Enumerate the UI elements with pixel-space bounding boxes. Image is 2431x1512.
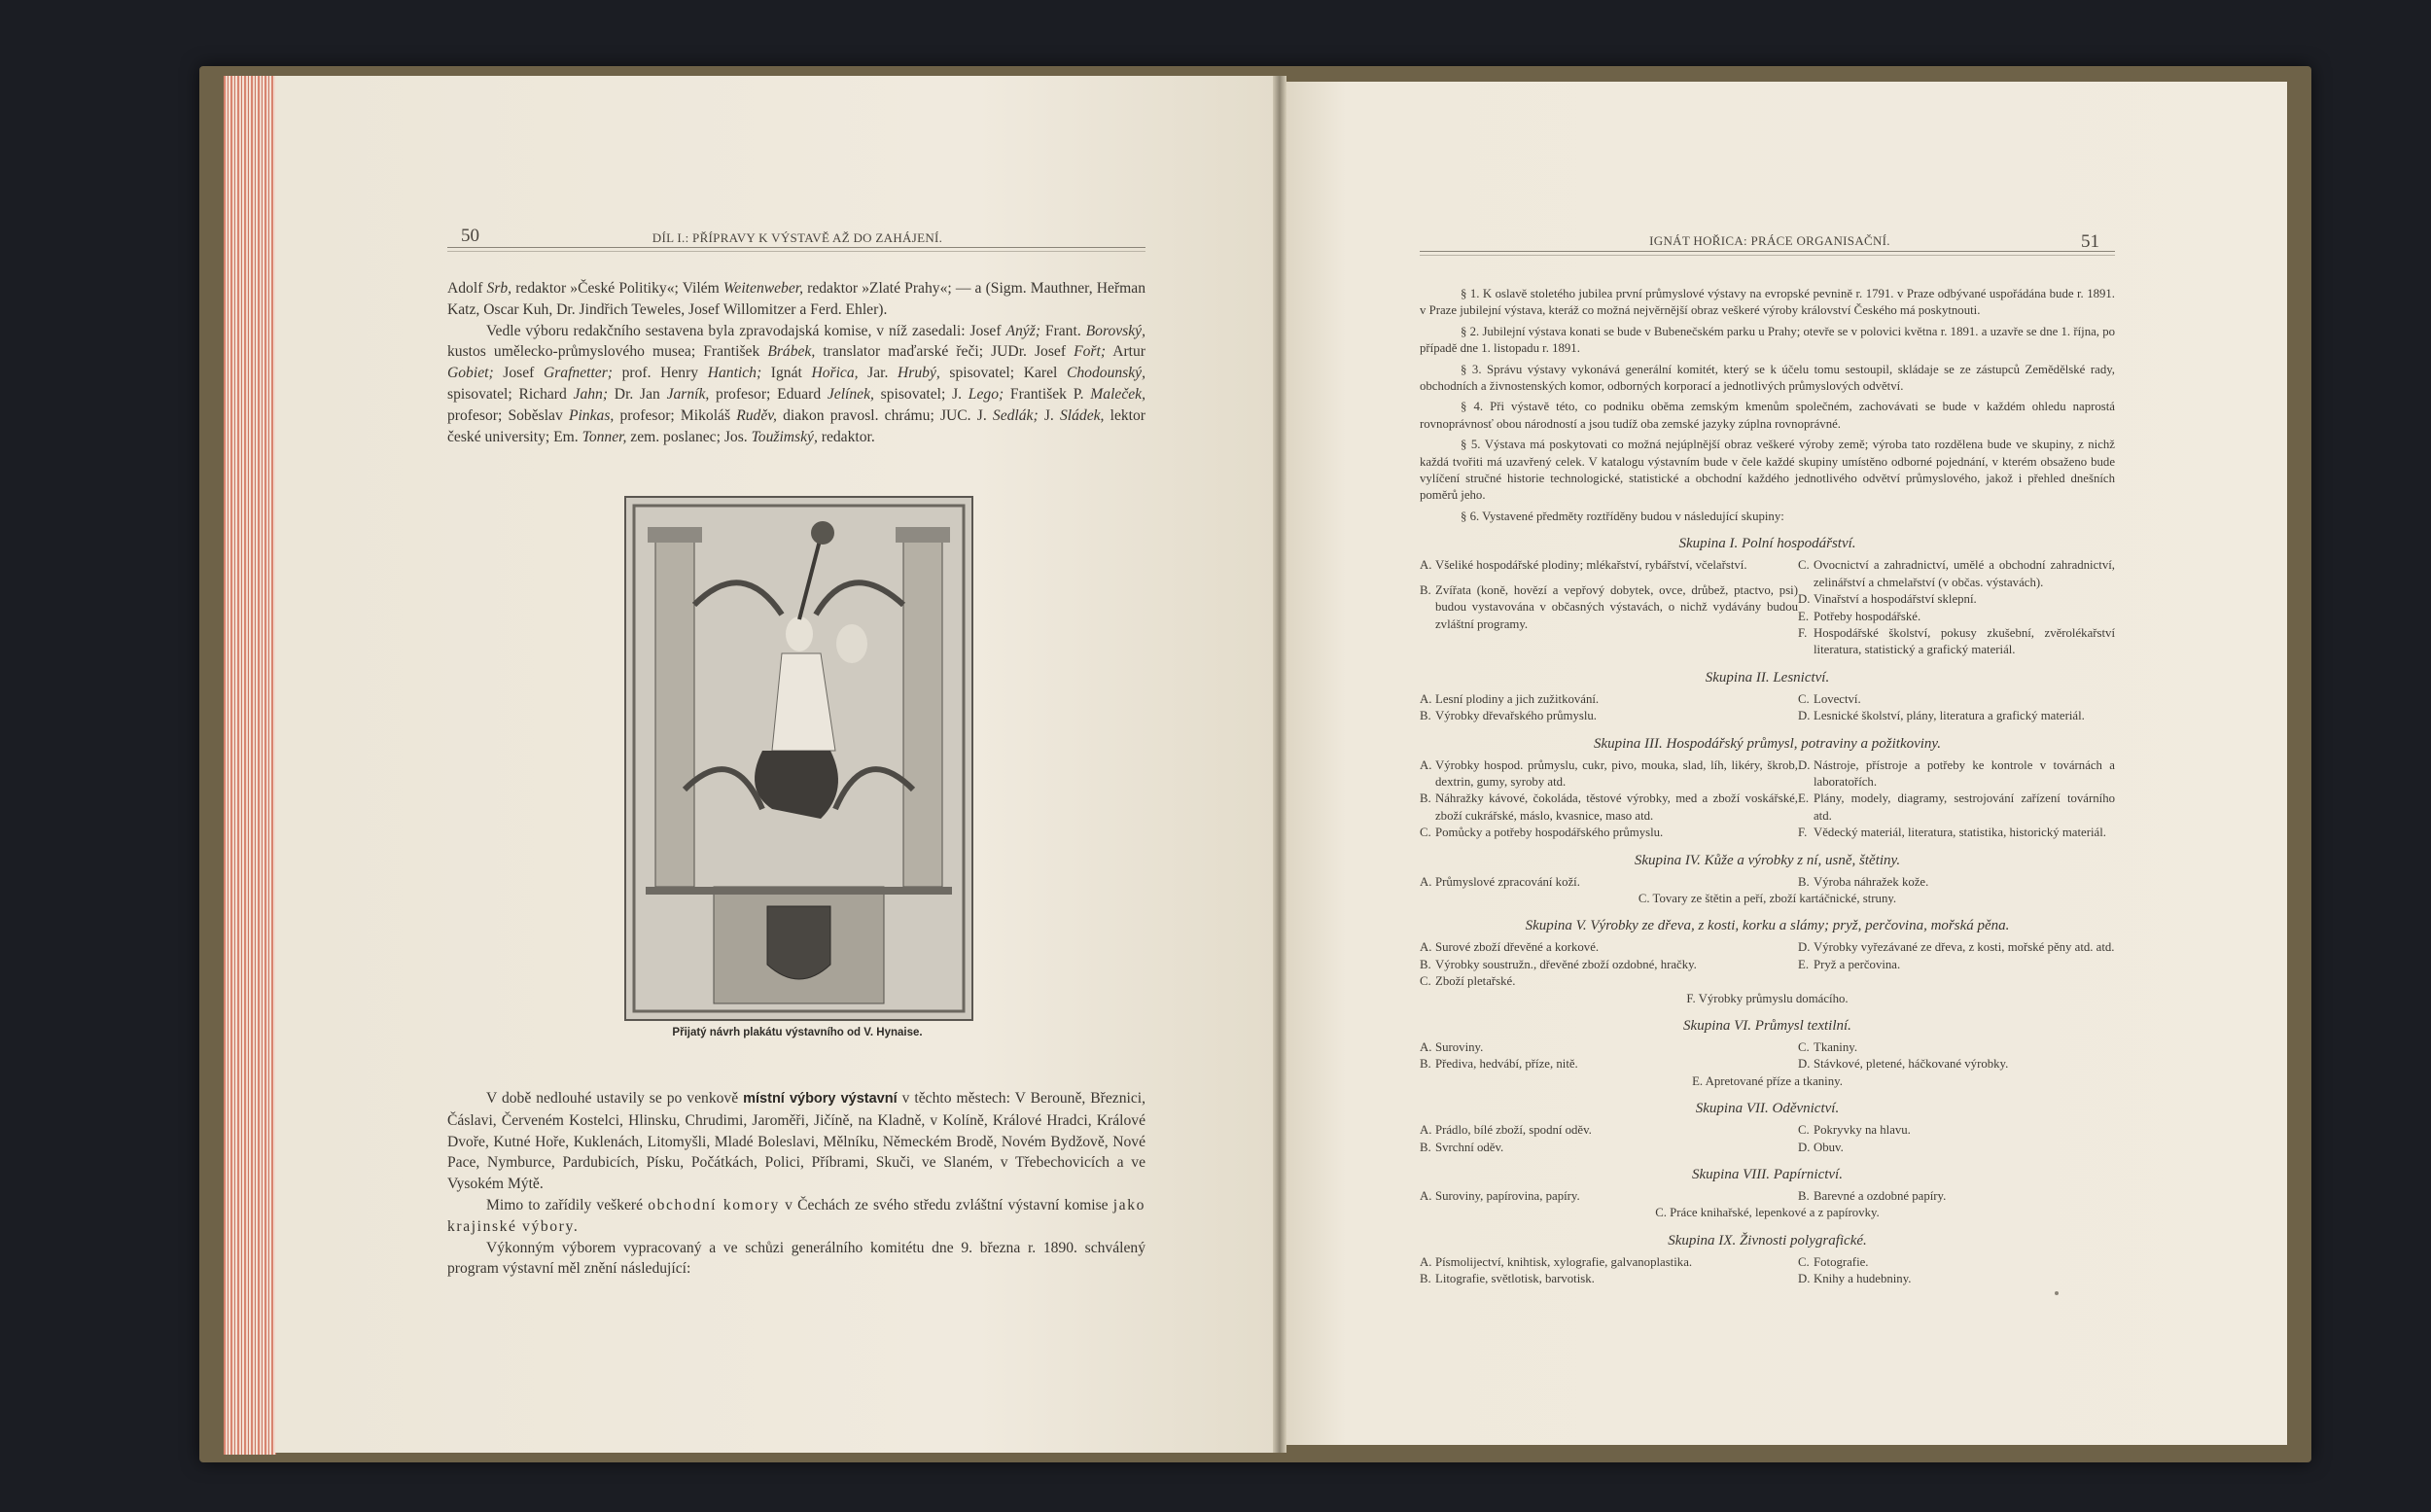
paragraph — [447, 321, 1145, 448]
italic-name: Brábek, — [767, 343, 816, 361]
item-text: Přediva, hedvábí, příze, nitě. — [1435, 1057, 1578, 1072]
item-letter: C. — [1798, 558, 1810, 573]
group-item — [1798, 1140, 2115, 1156]
left-text-top — [447, 278, 1145, 447]
italic-name: Toužimský, — [751, 428, 818, 445]
item-letter: C. — [1420, 974, 1431, 989]
group-item-centered: E. Apretované příze a tkaniny. — [1692, 1073, 1843, 1088]
item-letter: F. — [1798, 826, 1808, 840]
text-run: J. — [1038, 406, 1060, 424]
item-letter: B. — [1420, 791, 1431, 806]
item-text: Potřeby hospodářské. — [1814, 609, 1921, 623]
item-letter: A. — [1420, 558, 1432, 573]
item-text: Výrobky dřevařského průmyslu. — [1435, 709, 1597, 723]
item-text: Suroviny, papírovina, papíry. — [1435, 1189, 1580, 1204]
group-column-right — [1798, 1254, 2115, 1288]
text-run: lektor české university; Em. — [447, 406, 1145, 445]
group-item — [1798, 609, 2115, 625]
item-text: Plány, modely, diagramy, sestrojování zařízení továrního atd. — [1814, 791, 2115, 823]
group-title: Skupina IV. Kůže a výrobky z ní, usně, štětiny. — [1634, 852, 1901, 868]
group-columns — [1420, 874, 2115, 891]
item-letter: B. — [1420, 582, 1431, 597]
group-column-left — [1420, 1039, 1798, 1073]
group-item — [1420, 708, 1798, 724]
group-columns — [1420, 557, 2115, 658]
text-run: redaktor. — [817, 428, 875, 445]
section-paragraph: § 2. Jubilejní výstava konati se bude v Bubenečském parku u Prahy; otevře se v polovici května r. 1891. a uzavře se dne 1. října, po případě dne 1. listopadu r. 1891. — [1420, 324, 2115, 356]
item-text: Tkaniny. — [1814, 1040, 1858, 1054]
section-paragraph: § 3. Správu výstavy vykonává generální komitét, který se k účelu tomu sestoupil, skládaje se ze zástupců Zemědělské rady, obchodních a živnostenských komor, odborných korporací a jednotlivých průmyslových odvětví. — [1420, 362, 2115, 394]
group-item — [1420, 957, 1798, 973]
group-item — [1798, 939, 2115, 956]
item-letter: E. — [1798, 791, 1810, 806]
section-paragraph: § 1. K oslavě stoletého jubilea první průmyslové výstavy na evropské pevnině r. 1791. v Praze odbývané uspořádána bude r. 1891. v Praze jubilejní výstava, kteráž co možná nejvěrnější obraz veškeré výroby království Českého má poskytnouti. — [1420, 287, 2115, 318]
paragraph — [447, 1088, 1145, 1195]
group-item — [1420, 691, 1798, 708]
group-item — [1420, 1039, 1798, 1056]
italic-name: Weitenweber, — [722, 280, 804, 297]
item-letter: D. — [1798, 592, 1811, 607]
italic-name: Jelínek, — [827, 385, 874, 403]
italic-name: Maleček, — [1090, 385, 1145, 403]
text-run: profesor; Mikoláš — [614, 406, 737, 424]
item-letter: A. — [1420, 1254, 1432, 1269]
section-paragraph: § 5. Výstava má poskytovati co možná nejúplnější obraz veškeré výroby země; výroba tato rozdělena bude ve skupiny, z nichž každá tvořiti má uzavřený celek. V katalogu výstavním bude v čele každé skupiny umístěno odborné pojednání, v kterém obsaženo bude vylíčení stručné historie technologické, statistické a obchodní každého jednotlivého odvětví průmyslového, jakož i přehled dnešních poměrů jeho. — [1420, 438, 2115, 503]
group-item — [1798, 591, 2115, 608]
text-run: Adolf — [447, 280, 487, 297]
item-letter: E. — [1798, 957, 1810, 971]
right-text — [1420, 286, 2115, 1288]
group-columns — [1420, 1039, 2115, 1073]
group-item — [1798, 691, 2115, 708]
item-text: Náhražky kávové, čokoláda, těstové výrobky, med a zboží voskářské, zboží cukrářské, máslo, kvasnice, maso atd. — [1435, 791, 1798, 823]
item-letter: A. — [1420, 940, 1432, 955]
group-item — [1798, 957, 2115, 973]
text-run: Vedle výboru redakčního sestavena byla zpravodajská komise, v níž zasedali: Josef — [486, 322, 1006, 339]
group-item — [1798, 1122, 2115, 1139]
text-run: František P. — [1004, 385, 1091, 403]
italic-name: Pinkas, — [568, 406, 615, 424]
group-item — [1420, 939, 1798, 956]
item-letter: F. — [1798, 625, 1808, 640]
group-item — [1420, 1188, 1798, 1205]
item-text: Pokryvky na hlavu. — [1814, 1123, 1911, 1138]
item-text: Výrobky hospod. průmyslu, cukr, pivo, mouka, slad, líh, likéry, škrob, dextrin, gumy, syroby atd. — [1435, 757, 1798, 789]
item-letter: B. — [1420, 1140, 1431, 1154]
italic-name: Gobiet; — [447, 365, 494, 382]
group-column-right — [1798, 691, 2115, 725]
text-run: diakon pravosl. chrámu; JUC. J. — [776, 406, 993, 424]
group-columns — [1420, 1122, 2115, 1156]
group-item — [1420, 757, 1798, 791]
italic-name: Hořica, — [811, 365, 859, 382]
item-letter: D. — [1798, 757, 1811, 772]
group-columns — [1420, 691, 2115, 725]
group-item — [1798, 757, 2115, 791]
paragraph — [447, 1238, 1145, 1281]
italic-name: Chodounský, — [1066, 365, 1145, 382]
item-letter: A. — [1420, 874, 1432, 889]
item-text: Stávkové, pletené, háčkované výrobky. — [1814, 1057, 2009, 1072]
group — [1420, 668, 2115, 725]
group-item — [1798, 1271, 2115, 1287]
group-title: Skupina VI. Průmysl textilní. — [1683, 1018, 1851, 1034]
item-text: Hospodářské školství, pokusy zkušební, zvěrolékařství literatura, statistický a grafický materiál. — [1814, 625, 2115, 657]
group-item — [1420, 1122, 1798, 1139]
spaced-term: obchodní komory — [648, 1196, 780, 1213]
group-title: Skupina III. Hospodářský průmysl, potraviny a požitkoviny. — [1593, 735, 1942, 752]
item-letter: D. — [1798, 940, 1811, 955]
group-item-centered: C. Tovary ze štětin a peří, zboží kartáčnické, struny. — [1638, 891, 1897, 905]
item-letter: C. — [1798, 1040, 1810, 1054]
item-letter: B. — [1420, 709, 1431, 723]
text-run: spisovatel; Karel — [939, 365, 1067, 382]
item-letter: C. — [1798, 691, 1810, 706]
group-title: Skupina IX. Živnosti polygrafické. — [1668, 1232, 1867, 1248]
item-text: Zvířata (koně, hovězí a vepřový dobytek, ovce, drůbež, ptactvo, psi) budou vystavována v občasných výstavách, o nichž vydávány budou zvláštní programy. — [1435, 582, 1798, 631]
group-item — [1798, 825, 2115, 841]
group-title: Skupina I. Polní hospodářství. — [1678, 536, 1856, 552]
group-item-centered: F. Výrobky průmyslu domácího. — [1686, 991, 1849, 1005]
item-letter: B. — [1420, 957, 1431, 971]
group-column-right — [1798, 1122, 2115, 1156]
item-letter: E. — [1798, 609, 1810, 623]
group-item — [1420, 582, 1798, 633]
page-number-left: 50 — [461, 226, 479, 246]
item-letter: C. — [1420, 826, 1431, 840]
group-column-left — [1420, 874, 1798, 891]
group-column-right — [1798, 757, 2115, 842]
item-text: Zboží pletařské. — [1435, 974, 1516, 989]
group-item — [1798, 874, 2115, 891]
item-text: Vinařství a hospodářství sklepní. — [1814, 592, 1977, 607]
text-run: Frant. — [1039, 322, 1086, 339]
group-column-right — [1798, 1039, 2115, 1073]
italic-name: Hrubý, — [898, 365, 940, 382]
item-letter: B. — [1420, 1272, 1431, 1286]
group-item — [1798, 1254, 2115, 1271]
text-run: kustos umělecko-průmyslového musea; František — [447, 343, 768, 361]
poster-illustration — [624, 496, 973, 1021]
text-run: v těchto městech: V Berouně, Březnici, Čáslavi, Červeném Kostelci, Hlinsku, Chrudimi, Jaroměři, Jičíně, na Kladně, v Kolíně, Králové Hradci, Králové Dvoře, Kutné Hoře, Kuklenách, Litomyšli, Mladé Boleslavi, Mělníku, Německém Brodě, Novém Bydžově, Nové Pace, Nymburce, Pardubicích, Písku, Počátkách, Polici, Příbrami, Skuči, ve Slaném, v Třebechovicích a ve Vysokém Mýtě. — [447, 1090, 1145, 1193]
text-run: profesor; Eduard — [709, 385, 828, 403]
item-text: Pomůcky a potřeby hospodářského průmyslu. — [1435, 826, 1664, 840]
item-letter: D. — [1798, 709, 1811, 723]
item-text: Průmyslové zpracování koží. — [1435, 874, 1580, 889]
group-item — [1798, 708, 2115, 724]
group-item — [1798, 1039, 2115, 1056]
text-run: Artur — [1106, 343, 1145, 361]
group-column-left — [1420, 757, 1798, 842]
item-text: Výrobky soustružn., dřevěné zboží ozdobné, hračky. — [1435, 957, 1697, 971]
text-run: spisovatel; Richard — [447, 385, 574, 403]
item-letter: A. — [1420, 1123, 1432, 1138]
group-column-left — [1420, 1122, 1798, 1156]
item-text: Pryž a perčovina. — [1814, 957, 1901, 971]
italic-name: Sládek, — [1059, 406, 1105, 424]
group-column-left — [1420, 1254, 1798, 1288]
group — [1420, 1099, 2115, 1156]
group-column-right — [1798, 557, 2115, 658]
header-rule-right — [1420, 251, 2115, 256]
item-text: Prádlo, bílé zboží, spodní oděv. — [1435, 1123, 1592, 1138]
item-text: Výrobky vyřezávané ze dřeva, z kosti, mořské pěny atd. atd. — [1814, 940, 2115, 955]
group-column-left — [1420, 939, 1798, 990]
item-letter: D. — [1798, 1272, 1811, 1286]
group-title: Skupina VIII. Papírnictví. — [1692, 1167, 1843, 1183]
group-column-right — [1798, 874, 2115, 891]
group-column-left — [1420, 691, 1798, 725]
italic-name: Jarník, — [666, 385, 710, 403]
group-item — [1420, 1056, 1798, 1072]
group-columns — [1420, 1254, 2115, 1288]
item-letter: A. — [1420, 757, 1432, 772]
paragraph — [447, 278, 1145, 321]
poster-image — [626, 498, 971, 1019]
italic-name: Hantich; — [707, 365, 762, 382]
paragraph — [447, 1195, 1145, 1238]
text-run: Ignát — [761, 365, 812, 382]
group-item-centered: C. Práce knihařské, lepenkové a z papírovky. — [1655, 1206, 1880, 1220]
italic-name: Fořt; — [1074, 343, 1107, 361]
text-run: Josef — [493, 365, 544, 382]
book-gutter — [1273, 76, 1286, 1453]
bold-term: místní výbory výstavní — [743, 1091, 898, 1107]
spaced-term: jako krajinské výbory. — [447, 1196, 1145, 1235]
group-item — [1420, 973, 1798, 990]
group-title: Skupina V. Výrobky ze dřeva, z kosti, korku a slámy; pryž, perčovina, mořská pěna. — [1525, 918, 2010, 934]
item-text: Surové zboží dřevěné a korkové. — [1435, 940, 1600, 955]
text-run: redaktor »Zlaté Prahy«; — a (Sigm. Mauthner, Heřman Katz, Oscar Kuh, Dr. Jindřich Teweles, Josef Willomitzer a Ferd. Ehler). — [447, 280, 1145, 318]
group-item — [1420, 1140, 1798, 1156]
item-text: Všeliké hospodářské plodiny; mlékařství, rybářství, včelařství. — [1435, 558, 1747, 573]
program-paragraphs — [1420, 286, 2115, 525]
item-text: Barevné a ozdobné papíry. — [1814, 1189, 1947, 1204]
left-text-bottom — [447, 1088, 1145, 1280]
item-text: Písmolijectví, knihtisk, xylografie, galvanoplastika. — [1435, 1254, 1693, 1269]
text-run: profesor; Soběslav — [447, 406, 569, 424]
group-column-right — [1798, 1188, 2115, 1205]
text-run: redaktor »České Politiky«; Vilém — [511, 280, 723, 297]
group — [1420, 734, 2115, 842]
item-text: Lesnické školství, plány, literatura a grafický materiál. — [1814, 709, 2085, 723]
group-column-right — [1798, 939, 2115, 990]
item-letter: B. — [1420, 1057, 1431, 1072]
paper-speck — [2055, 1291, 2059, 1295]
group-columns — [1420, 939, 2115, 990]
item-text: Knihy a hudebniny. — [1814, 1272, 1912, 1286]
italic-name: Anýž; — [1005, 322, 1040, 339]
item-text: Lovectví. — [1814, 691, 1861, 706]
group-item — [1420, 825, 1798, 841]
group — [1420, 534, 2115, 658]
group — [1420, 916, 2115, 1007]
group — [1420, 1165, 2115, 1222]
group-item — [1420, 557, 1798, 574]
figure-caption: Přijatý návrh plakátu výstavního od V. Hynaise. — [672, 1027, 923, 1038]
text-run: spisovatel; J. — [873, 385, 969, 403]
group-item — [1420, 1271, 1798, 1287]
group-item — [1420, 1254, 1798, 1271]
item-text: Suroviny. — [1435, 1040, 1484, 1054]
header-rule-left — [447, 247, 1145, 252]
item-text: Obuv. — [1814, 1140, 1844, 1154]
page-edges — [224, 76, 276, 1455]
item-letter: C. — [1798, 1123, 1810, 1138]
group — [1420, 1231, 2115, 1288]
group-columns — [1420, 757, 2115, 842]
italic-name: Lego; — [968, 385, 1004, 403]
page-number-right: 51 — [2081, 231, 2099, 252]
running-head-left: DÍL I.: PŘÍPRAVY K VÝSTAVĚ AŽ DO ZAHÁJENÍ. — [652, 230, 943, 245]
exhibit-groups — [1420, 534, 2115, 1287]
item-letter: A. — [1420, 1189, 1432, 1204]
text-run: Mimo to zařídily veškeré — [486, 1196, 649, 1213]
italic-name: Jahn; — [573, 385, 609, 403]
group-item — [1798, 791, 2115, 825]
section-paragraph: § 6. Vystavené předměty roztříděny budou v následující skupiny: — [1461, 509, 1784, 523]
item-text: Lesní plodiny a jich zužitkování. — [1435, 691, 1600, 706]
item-letter: B. — [1798, 1189, 1810, 1204]
text-run: translator maďarské řeči; JUDr. Josef — [815, 343, 1075, 361]
section-paragraph: § 4. Při výstavě této, co podniku oběma zemským kmenům společném, zachovávati se bude v každém ohledu naprostá rovnoprávnosť obou národností a jsou tudíž oba zemské jazyky zúplna rovnoprávné. — [1420, 400, 2115, 431]
group-title: Skupina VII. Oděvnictví. — [1695, 1101, 1840, 1117]
italic-name: Grafnetter; — [543, 365, 613, 382]
item-letter: D. — [1798, 1140, 1811, 1154]
item-text: Svrchní oděv. — [1435, 1140, 1504, 1154]
italic-name: Ruděv, — [736, 406, 777, 424]
text-run: V době nedlouhé ustavily se po venkově — [486, 1090, 744, 1107]
group-item — [1798, 625, 2115, 659]
item-letter: C. — [1798, 1254, 1810, 1269]
item-text: Výroba náhražek kože. — [1814, 874, 1929, 889]
italic-name: Tonner, — [581, 428, 627, 445]
group-column-left — [1420, 557, 1798, 658]
item-letter: D. — [1798, 1057, 1811, 1072]
group-title: Skupina II. Lesnictví. — [1705, 669, 1830, 686]
running-head-right: IGNÁT HOŘICA: PRÁCE ORGANISAČNÍ. — [1649, 233, 1890, 248]
text-run: Dr. Jan — [608, 385, 667, 403]
italic-name: Borovský, — [1085, 322, 1145, 339]
text-run: Jar. — [858, 365, 898, 382]
item-text: Ovocnictví a zahradnictví, umělé a obchodní zahradnictví, zelinářství a chmelařství (v občas. výstavách). — [1814, 558, 2115, 589]
item-text: Nástroje, přístroje a potřeby ke kontrole v továrnách a laboratořích. — [1814, 757, 2115, 789]
group-item — [1798, 1056, 2115, 1072]
text-run: prof. Henry — [612, 365, 708, 382]
item-text: Fotografie. — [1814, 1254, 1869, 1269]
text-run: zem. poslanec; Jos. — [626, 428, 752, 445]
group-column-left — [1420, 1188, 1798, 1205]
item-text: Litografie, světlotisk, barvotisk. — [1435, 1272, 1595, 1286]
item-letter: A. — [1420, 691, 1432, 706]
italic-name: Sedlák; — [992, 406, 1039, 424]
group-item — [1798, 557, 2115, 591]
item-text: Vědecký materiál, literatura, statistika, historický materiál. — [1814, 826, 2106, 840]
group — [1420, 851, 2115, 908]
item-letter: A. — [1420, 1040, 1432, 1054]
group-item — [1798, 1188, 2115, 1205]
text-run: v Čechách ze svého středu zvláštní výstavní komise — [779, 1196, 1113, 1213]
italic-name: Srb, — [486, 280, 512, 297]
text-run: Výkonným výborem vypracovaný a ve schůzi generálního komitétu dne 9. března r. 1890. schválený program výstavní měl znění následující: — [447, 1239, 1145, 1278]
group — [1420, 1016, 2115, 1090]
item-letter: B. — [1798, 874, 1810, 889]
group-columns — [1420, 1188, 2115, 1205]
group-item — [1420, 791, 1798, 825]
group-item — [1420, 874, 1798, 891]
